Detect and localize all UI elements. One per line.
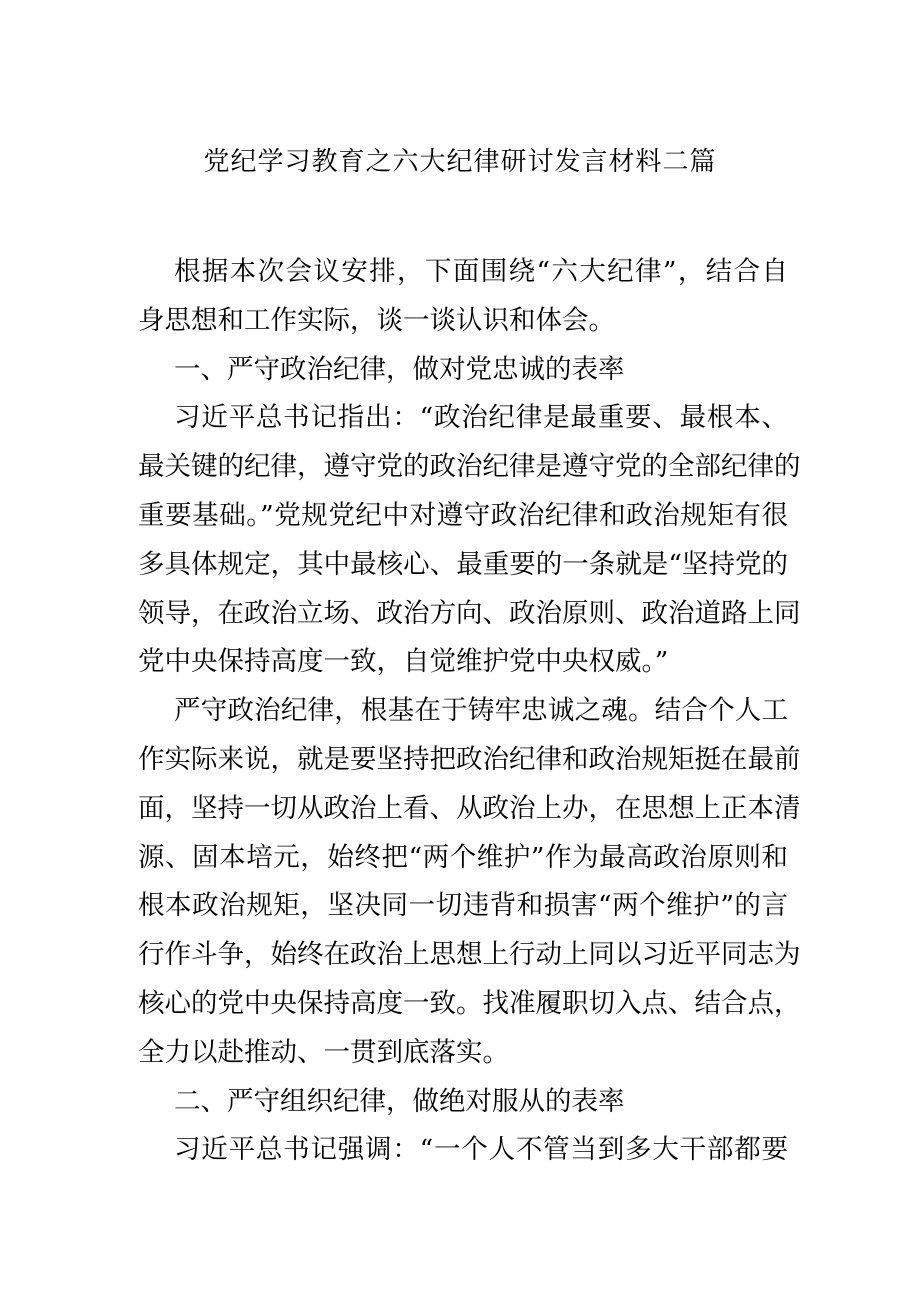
document-title: 党纪学习教育之六大纪律研讨发言材料二篇 [203,147,717,177]
paragraph-line: 核心的党中央保持高度一致。找准履职切入点、结合点， [138,987,801,1019]
paragraph-line: 最关键的纪律，遵守党的政治纪律是遵守党的全部纪律的 [138,451,801,483]
paragraph-line: 身思想和工作实际，谈一谈认识和体会。 [138,304,615,336]
section-heading: 一、严守政治纪律，做对党忠诚的表率 [174,353,625,385]
paragraph-line: 行作斗争，始终在政治上思想上行动上同以习近平同志为 [138,939,801,971]
paragraph-line: 习近平总书记强调：“一个人不管当到多大干部都要 [174,1134,788,1166]
paragraph-line: 严守政治纪律，根基在于铸牢忠诚之魂。结合个人工 [174,695,788,727]
paragraph-line: 党中央保持高度一致，自觉维护党中央权威。” [138,646,669,678]
paragraph-line: 根据本次会议安排，下面围绕“六大纪律”，结合自 [174,256,788,287]
paragraph-line: 面，坚持一切从政治上看、从政治上办，在思想上正本清 [138,792,801,824]
paragraph-line: 源、固本培元，始终把“两个维护”作为最高政治原则和 [138,841,788,873]
paragraph-line: 习近平总书记指出：“政治纪律是最重要、最根本、 [174,402,788,434]
section-heading: 二、严守组织纪律，做绝对服从的表率 [174,1085,625,1117]
document-body [138,248,801,1175]
paragraph-line: 作实际来说，就是要坚持把政治纪律和政治规矩挺在最前 [138,743,801,775]
paragraph-line: 领导，在政治立场、政治方向、政治原则、政治道路上同 [138,597,801,629]
paragraph-line: 全力以赴推动、一贯到底落实。 [138,1036,509,1068]
paragraph-line: 重要基础。”党规党纪中对遵守政治纪律和政治规矩有很 [138,499,788,531]
paragraph-line: 多具体规定，其中最核心、最重要的一条就是“坚持党的 [138,548,788,580]
paragraph-line: 根本政治规矩，坚决同一切违背和损害“两个维护”的言 [138,890,788,922]
